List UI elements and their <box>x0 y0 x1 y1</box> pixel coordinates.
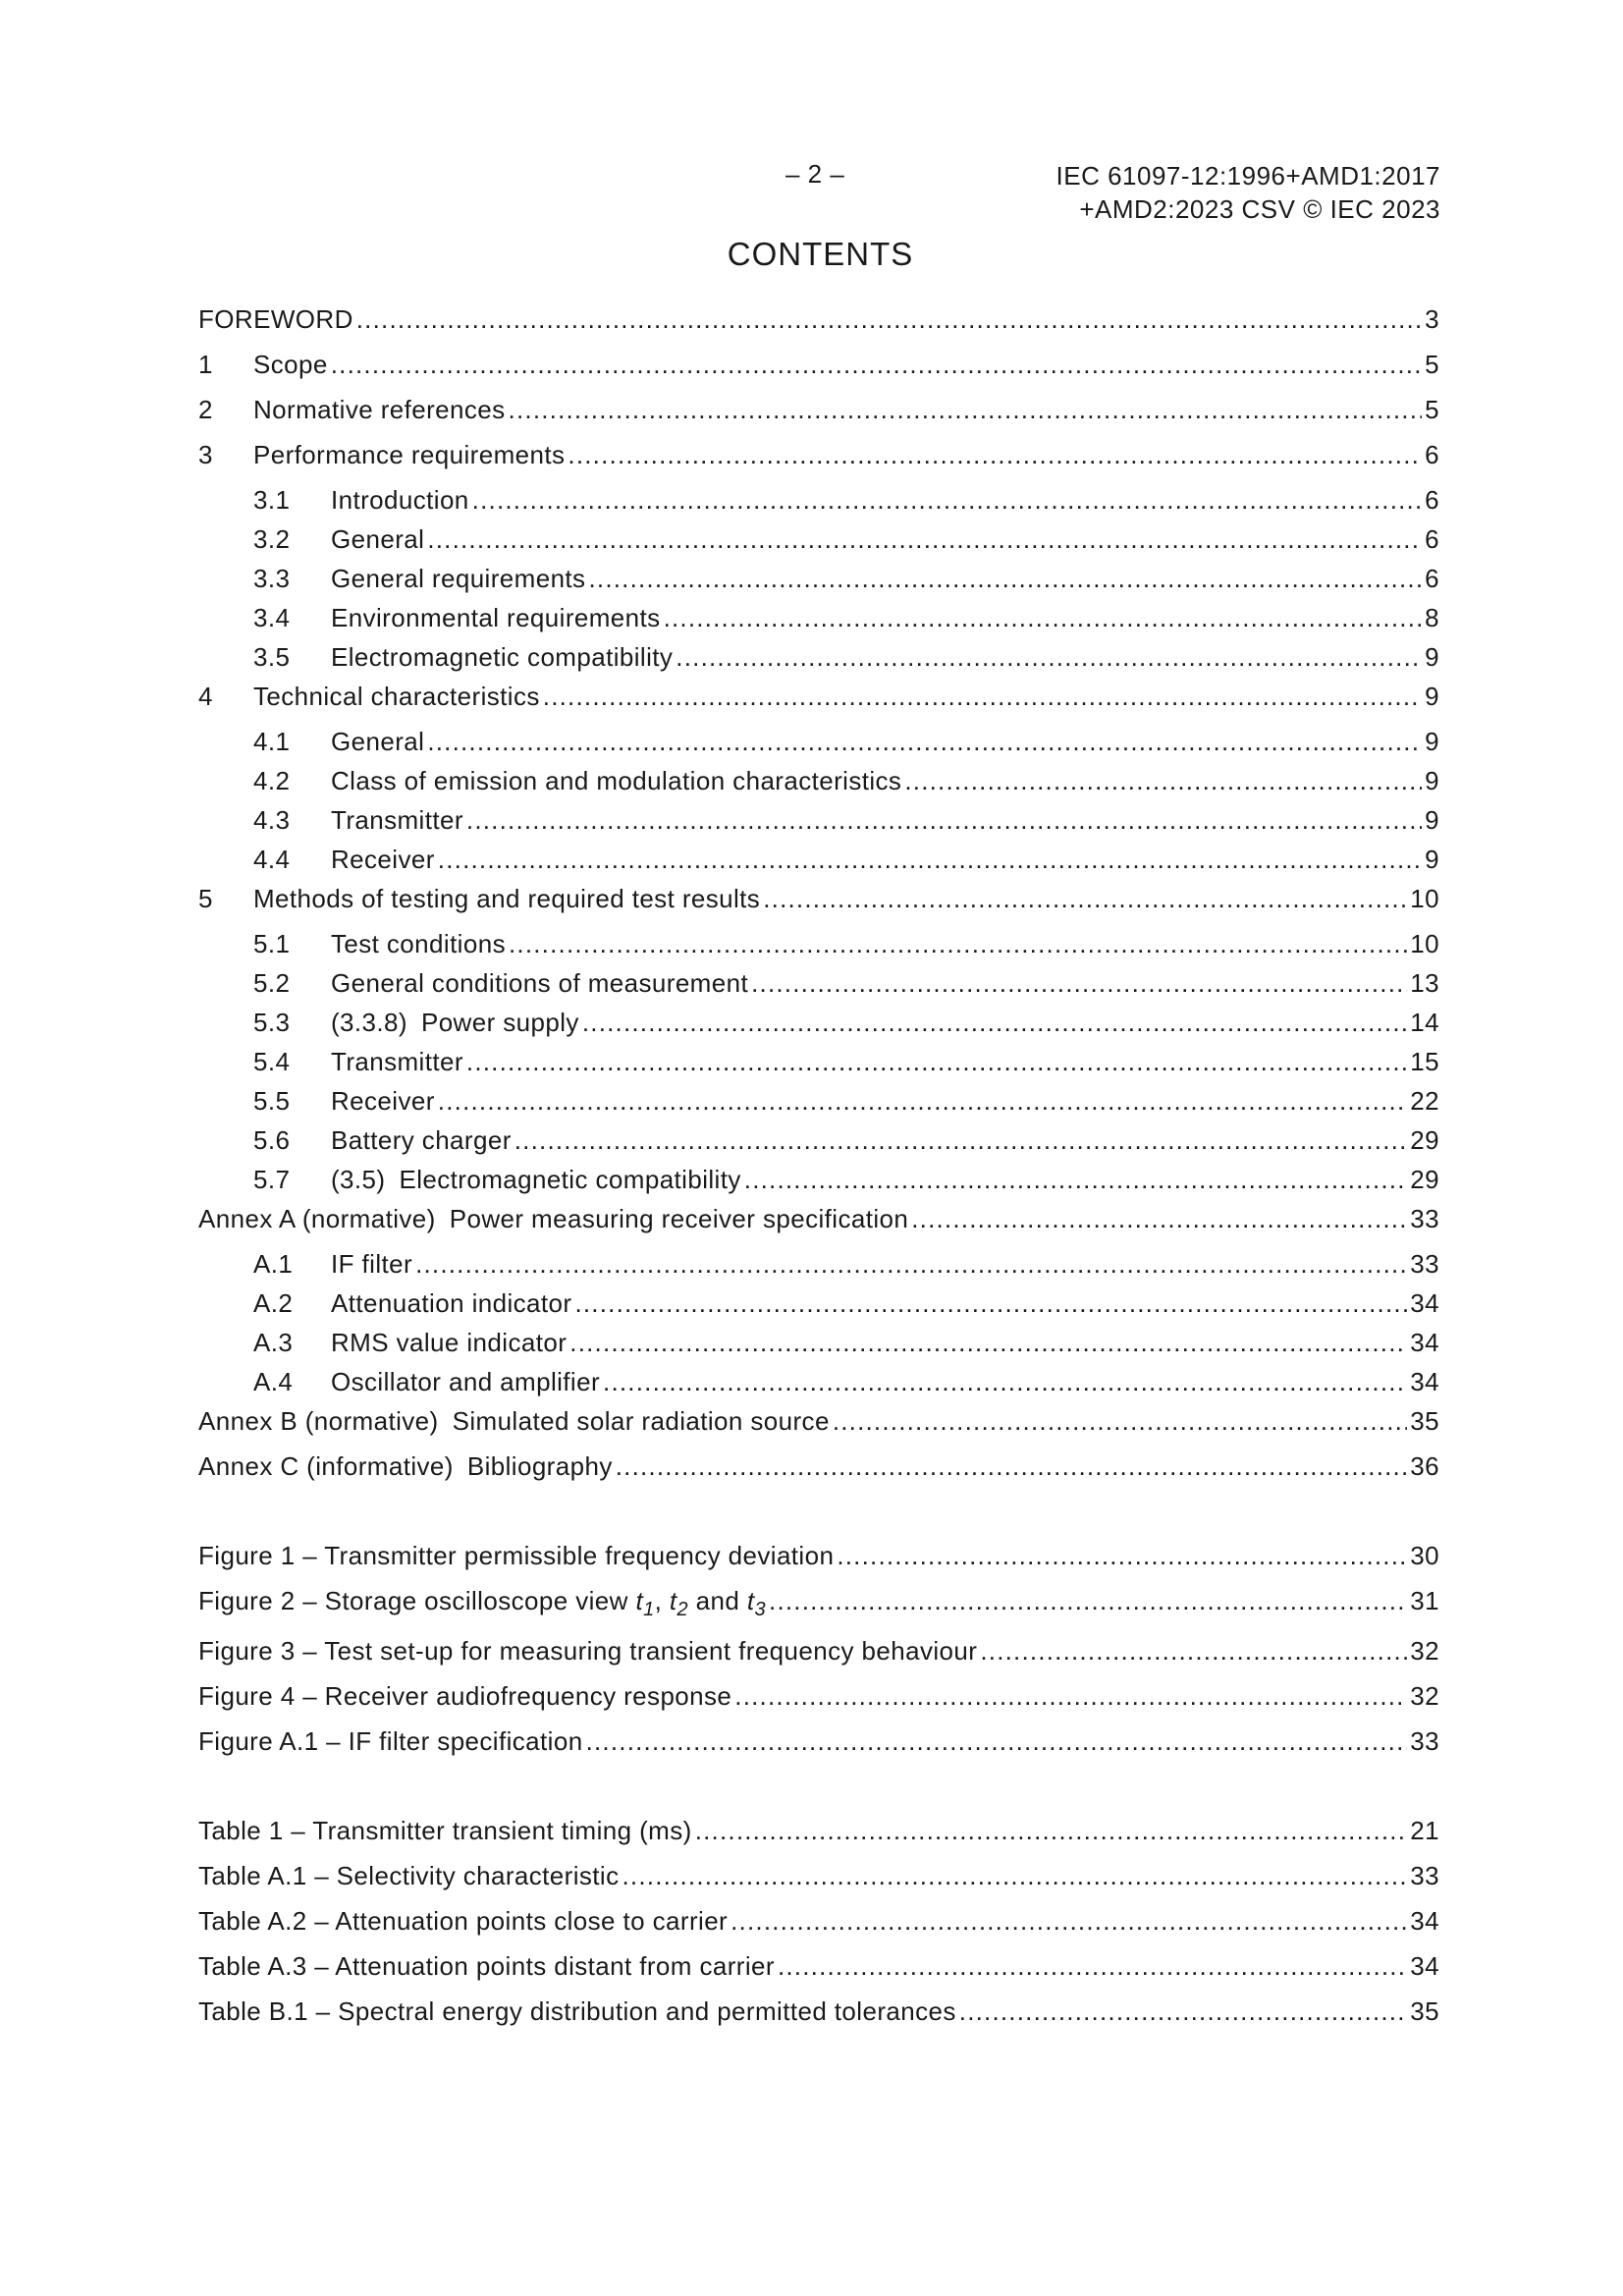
toc-dot-leader <box>569 1326 1407 1359</box>
toc-dot-leader <box>472 483 1422 517</box>
toc-entry-section-5-7[interactable] <box>253 1163 1439 1196</box>
toc-dot-leader <box>730 1904 1407 1938</box>
toc-dot-leader <box>582 1006 1407 1039</box>
figure-caption: Figure 3 – Test set-up for measuring transient frequency behaviour <box>198 1636 978 1666</box>
toc-entry-section-3-1[interactable] <box>253 483 1439 517</box>
separator-comma: , <box>654 1586 670 1615</box>
table-caption: Table A.2 – Attenuation points close to carrier <box>198 1906 729 1936</box>
toc-page-number: 33 <box>1410 1204 1439 1233</box>
toc-entry-label: Electromagnetic compatibility <box>331 642 674 672</box>
document-identifier-line-2: +AMD2:2023 CSV © IEC 2023 <box>1079 194 1440 224</box>
toc-dot-leader <box>778 1949 1407 1983</box>
variable-t3 <box>746 1586 767 1620</box>
toc-dot-leader <box>744 1163 1408 1196</box>
toc-entry-number: 5 <box>198 884 213 913</box>
table-caption: Table B.1 – Spectral energy distribution and permitted tolerances <box>198 1996 956 2026</box>
toc-entry-section-5-4[interactable] <box>253 1045 1439 1078</box>
toc-dot-leader <box>568 438 1422 471</box>
toc-page-number: 36 <box>1410 1451 1439 1481</box>
toc-entry-section-4-4[interactable] <box>253 843 1439 876</box>
variable-t2 <box>669 1586 689 1620</box>
variable-t2-symbol: t <box>669 1586 677 1615</box>
toc-entry-number: 5.4 <box>253 1047 291 1076</box>
toc-page-number: 3 <box>1425 304 1439 334</box>
list-of-figures-entry-figure-4[interactable] <box>198 1679 1439 1713</box>
toc-dot-leader <box>904 764 1422 797</box>
toc-dot-leader <box>616 1449 1408 1483</box>
toc-entry-number: 3.2 <box>253 524 291 554</box>
toc-dot-leader <box>586 1724 1408 1758</box>
toc-page-number: 9 <box>1425 845 1439 874</box>
toc-entry-section-1[interactable] <box>198 348 1439 381</box>
toc-entry-label: Receiver <box>331 1086 435 1116</box>
toc-entry-label: Introduction <box>331 485 469 515</box>
toc-entry-section-5-1[interactable] <box>253 927 1439 960</box>
list-of-figures-entry-figure-a-1[interactable] <box>198 1724 1439 1758</box>
toc-dot-leader <box>959 1995 1408 2028</box>
toc-entry-label: Oscillator and amplifier <box>331 1367 601 1396</box>
figure-caption: Figure A.1 – IF filter specification <box>198 1726 583 1756</box>
toc-dot-leader <box>331 348 1422 381</box>
toc-entry-label: Test conditions <box>331 929 506 958</box>
toc-page-number: 29 <box>1410 1165 1439 1194</box>
list-of-tables-entry-table-1[interactable] <box>198 1814 1439 1847</box>
toc-dot-leader <box>509 393 1423 426</box>
variable-t2-subscript: 2 <box>676 1599 689 1620</box>
toc-dot-leader <box>509 927 1407 960</box>
toc-page-number: 15 <box>1410 1047 1439 1076</box>
toc-page-number: 5 <box>1425 350 1439 379</box>
toc-entry-section-3-4[interactable] <box>253 601 1439 634</box>
toc-page-number: 6 <box>1425 524 1439 554</box>
list-of-tables-entry-table-a-1[interactable] <box>198 1859 1439 1892</box>
toc-entry-number: A.3 <box>253 1328 294 1357</box>
toc-page-number: 10 <box>1410 884 1439 913</box>
conjunction-and: and <box>688 1586 747 1615</box>
toc-dot-leader <box>466 803 1422 837</box>
toc-entry-label: Electromagnetic compatibility <box>399 1165 741 1194</box>
toc-entry-number: 4.4 <box>253 845 291 874</box>
toc-page-number: 33 <box>1410 1249 1439 1279</box>
toc-dot-leader <box>427 522 1422 556</box>
toc-entry-section-4[interactable] <box>198 680 1439 713</box>
toc-page-number: 34 <box>1410 1951 1439 1981</box>
toc-dot-leader <box>603 1365 1407 1398</box>
toc-entry-section-5-2[interactable] <box>253 966 1439 1000</box>
toc-entry-label: Methods of testing and required test results <box>253 884 761 913</box>
figure-caption: Figure 4 – Receiver audiofrequency response <box>198 1681 732 1711</box>
toc-page-number: 21 <box>1410 1816 1439 1845</box>
toc-entry-section-5[interactable] <box>198 882 1439 915</box>
toc-dot-leader <box>751 966 1407 1000</box>
list-of-figures-entry-figure-2[interactable] <box>198 1584 1439 1620</box>
toc-entry-label: IF filter <box>331 1249 413 1279</box>
toc-page-number: 29 <box>1410 1125 1439 1155</box>
toc-entry-label: Scope <box>253 350 328 379</box>
toc-entry-cross-reference: (3.3.8) <box>331 1008 407 1037</box>
figure-caption <box>198 1584 767 1620</box>
toc-entry-number: 3.3 <box>253 564 291 593</box>
toc-page-number: 6 <box>1425 440 1439 469</box>
list-of-figures-entry-figure-1[interactable] <box>198 1539 1439 1572</box>
toc-entry-foreword[interactable] <box>198 302 1439 336</box>
list-of-tables-entry-table-a-2[interactable] <box>198 1904 1439 1938</box>
toc-page-number: 33 <box>1410 1861 1439 1890</box>
variable-t3-subscript: 3 <box>754 1599 767 1620</box>
toc-page-number: 9 <box>1425 682 1439 711</box>
toc-entry-number: 2 <box>198 395 213 424</box>
toc-dot-leader <box>695 1814 1408 1847</box>
toc-dot-leader <box>588 562 1422 595</box>
toc-dot-leader <box>763 882 1407 915</box>
toc-entry-number: 1 <box>198 350 213 379</box>
toc-entry-section-3-3[interactable] <box>253 562 1439 595</box>
page-title: CONTENTS <box>727 236 914 272</box>
toc-entry-annex-a-1[interactable] <box>253 1247 1439 1281</box>
toc-dot-leader <box>622 1859 1408 1892</box>
toc-entry-label: Power supply <box>420 1008 579 1037</box>
toc-page-number: 34 <box>1410 1328 1439 1357</box>
table-of-contents <box>198 0 1439 2296</box>
toc-entry-section-2[interactable] <box>198 393 1439 426</box>
toc-entry-number: 5.6 <box>253 1125 291 1155</box>
toc-entry-annex-a[interactable] <box>198 1202 1439 1235</box>
toc-entry-number: 5.1 <box>253 929 291 958</box>
toc-entry-number: 5.3 <box>253 1008 291 1037</box>
toc-page-number: 34 <box>1410 1367 1439 1396</box>
toc-page-number: 22 <box>1410 1086 1439 1116</box>
toc-entry-label: Environmental requirements <box>331 603 661 632</box>
toc-dot-leader <box>427 725 1422 758</box>
list-of-tables-entry-table-a-3[interactable] <box>198 1949 1439 1983</box>
list-of-tables-entry-table-b-1[interactable] <box>198 1995 1439 2028</box>
toc-page-number: 14 <box>1410 1008 1439 1037</box>
toc-entry-number: 4.2 <box>253 766 291 795</box>
toc-entry-label: Attenuation indicator <box>331 1288 572 1318</box>
toc-entry-label: General <box>331 524 425 554</box>
page-number: – 2 – <box>785 159 845 189</box>
toc-entry-section-5-3[interactable] <box>253 1006 1439 1039</box>
toc-page-number: 10 <box>1410 929 1439 958</box>
toc-entry-label: Transmitter <box>331 1047 463 1076</box>
toc-entry-section-3-5[interactable] <box>253 640 1439 674</box>
toc-page-number: 31 <box>1410 1586 1439 1615</box>
toc-page-number: 32 <box>1410 1681 1439 1711</box>
toc-dot-leader <box>980 1634 1407 1667</box>
toc-dot-leader <box>543 680 1422 713</box>
toc-dot-leader <box>664 601 1423 634</box>
toc-dot-leader <box>574 1286 1407 1320</box>
toc-entry-section-5-5[interactable] <box>253 1084 1439 1118</box>
toc-dot-leader <box>837 1539 1407 1572</box>
toc-dot-leader <box>911 1202 1407 1235</box>
toc-annex-designation: Annex A (normative) <box>198 1204 436 1233</box>
toc-page-number: 9 <box>1425 805 1439 835</box>
toc-page-number: 9 <box>1425 727 1439 756</box>
toc-entry-annex-a-2[interactable] <box>253 1286 1439 1320</box>
toc-page-number: 5 <box>1425 395 1439 424</box>
toc-entry-section-5-6[interactable] <box>253 1123 1439 1157</box>
table-caption: Table A.3 – Attenuation points distant from carrier <box>198 1951 775 1981</box>
toc-entry-label: FOREWORD <box>198 304 353 334</box>
toc-entry-section-4-3[interactable] <box>253 803 1439 837</box>
document-identifier-line-1: IEC 61097-12:1996+AMD1:2017 <box>1055 161 1440 191</box>
toc-entry-number: 3.4 <box>253 603 291 632</box>
toc-page-number: 34 <box>1410 1288 1439 1318</box>
toc-page-number: 9 <box>1425 642 1439 672</box>
variable-t1-subscript: 1 <box>643 1599 655 1620</box>
toc-entry-label: Receiver <box>331 845 435 874</box>
toc-page-number: 35 <box>1410 1406 1439 1436</box>
toc-entry-number: 5.2 <box>253 968 291 998</box>
toc-entry-label: Class of emission and modulation characteristics <box>331 766 902 795</box>
toc-annex-designation: Annex C (informative) <box>198 1451 454 1481</box>
toc-entry-section-3[interactable] <box>198 438 1439 471</box>
toc-entry-annex-c[interactable] <box>198 1449 1439 1483</box>
toc-page-number: 34 <box>1410 1906 1439 1936</box>
toc-page-number: 30 <box>1410 1541 1439 1570</box>
toc-entry-number: A.1 <box>253 1249 294 1279</box>
toc-entry-number: 3.5 <box>253 642 291 672</box>
toc-entry-section-4-2[interactable] <box>253 764 1439 797</box>
toc-page-number: 35 <box>1410 1996 1439 2026</box>
toc-entry-number: A.2 <box>253 1288 294 1318</box>
toc-entry-label: Simulated solar radiation source <box>452 1406 830 1436</box>
toc-entry-number: 3 <box>198 440 213 469</box>
table-caption: Table A.1 – Selectivity characteristic <box>198 1861 620 1890</box>
toc-dot-leader <box>466 1045 1407 1078</box>
toc-entry-number: 4.1 <box>253 727 291 756</box>
toc-page-number: 32 <box>1410 1636 1439 1666</box>
toc-entry-cross-reference: (3.5) <box>331 1165 386 1194</box>
toc-entry-label: Performance requirements <box>253 440 566 469</box>
table-caption: Table 1 – Transmitter transient timing (ms) <box>198 1816 692 1845</box>
toc-entry-annex-a-4[interactable] <box>253 1365 1439 1398</box>
toc-entry-number: 4.3 <box>253 805 291 835</box>
toc-entry-label: Transmitter <box>331 805 463 835</box>
toc-dot-leader <box>833 1404 1407 1438</box>
figure-caption-text: Figure 2 – Storage oscilloscope view <box>198 1586 636 1615</box>
toc-page-number: 8 <box>1425 603 1439 632</box>
toc-entry-number: A.4 <box>253 1367 294 1396</box>
variable-t1 <box>635 1586 655 1620</box>
toc-dot-leader <box>676 640 1422 674</box>
toc-entry-label: Normative references <box>253 395 506 424</box>
toc-entry-label: Power measuring receiver specification <box>449 1204 909 1233</box>
toc-dot-leader <box>415 1247 1407 1281</box>
toc-entry-annex-b[interactable] <box>198 1404 1439 1438</box>
toc-entry-section-3-2[interactable] <box>253 522 1439 556</box>
toc-entry-label: RMS value indicator <box>331 1328 568 1357</box>
toc-entry-label: Bibliography <box>466 1451 613 1481</box>
toc-entry-number: 5.5 <box>253 1086 291 1116</box>
list-of-figures-entry-figure-3[interactable] <box>198 1634 1439 1667</box>
toc-entry-number: 5.7 <box>253 1165 291 1194</box>
toc-entry-annex-a-3[interactable] <box>253 1326 1439 1359</box>
toc-entry-section-4-1[interactable] <box>253 725 1439 758</box>
toc-page-number: 33 <box>1410 1726 1439 1756</box>
toc-dot-leader <box>356 302 1422 336</box>
toc-annex-designation: Annex B (normative) <box>198 1406 439 1436</box>
toc-dot-leader <box>734 1679 1407 1713</box>
toc-page-number: 6 <box>1425 485 1439 515</box>
variable-t1-symbol: t <box>635 1586 644 1615</box>
toc-dot-leader <box>438 843 1422 876</box>
toc-dot-leader <box>438 1084 1407 1118</box>
toc-entry-number: 3.1 <box>253 485 291 515</box>
toc-entry-label: Technical characteristics <box>253 682 540 711</box>
toc-entry-label: General conditions of measurement <box>331 968 749 998</box>
toc-dot-leader <box>769 1584 1407 1617</box>
toc-entry-number: 4 <box>198 682 213 711</box>
toc-entry-label: Battery charger <box>331 1125 512 1155</box>
toc-entry-label: General requirements <box>331 564 586 593</box>
toc-dot-leader <box>514 1123 1408 1157</box>
toc-page-number: 13 <box>1410 968 1439 998</box>
figure-caption: Figure 1 – Transmitter permissible frequency deviation <box>198 1541 835 1570</box>
toc-page-number: 9 <box>1425 766 1439 795</box>
toc-entry-label: General <box>331 727 425 756</box>
toc-page-number: 6 <box>1425 564 1439 593</box>
variable-t3-symbol: t <box>746 1586 755 1615</box>
